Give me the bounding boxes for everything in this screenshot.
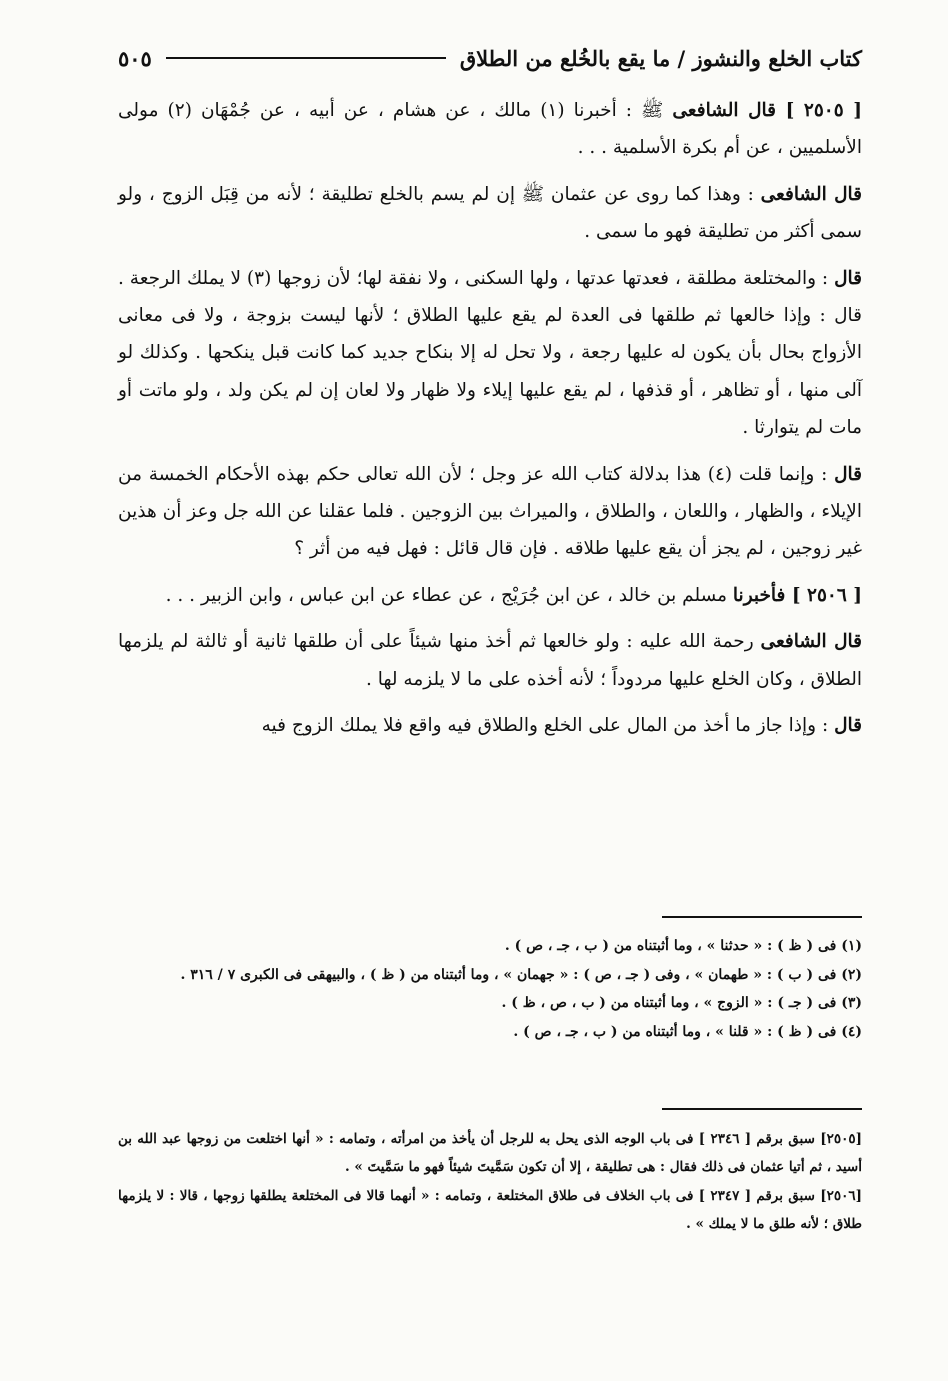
footnote: (١) فى ( ظ ) : « حدثنا » ، وما أثبتناه من ( ب ، جـ ، ص ) .: [504, 938, 862, 954]
paragraph-text: : وإنما قلت (٤) هذا بدلالة كتاب الله عز وجل ؛ لأن الله تعالى حكم بهذه الأحكام الخمسة من الإيلاء ، والظهار ، واللعان ، والطلاق ، والميراث بين الزوجين . فلما عقلنا عن الله جل وعز أن هذين غير زوجين ، لم يجز أن يقع عليها طلاقه . فإن قال قائل : فهل فيه من أثر ؟: [118, 463, 862, 560]
paragraph-text: مسلم بن خالد ، عن ابن جُرَيْج ، عن عطاء عن ابن عباس ، وابن الزبير . . .: [165, 584, 733, 606]
hadith-note-text: سبق برقم [ ٢٣٤٦ ] فى باب الوجه الذى يحل به للرجل أن يأخذ من امرأته ، وتمامه : « أنها اختلعت من زوجها عبد الله بن أسيد ، ثم أتيا عثمان فى ذلك فقال : هى تطليقة ، إلا أن تكون سَمَّيتَ شيئاً فهو ما سَمَّيتَ » .: [118, 1131, 862, 1175]
hadith-note-ref: [٢٥٠٦]: [820, 1188, 862, 1204]
header-rule: [166, 57, 446, 59]
paragraph-lead: قال: [834, 267, 863, 289]
hadith-note-ref: [٢٥٠٥]: [820, 1131, 862, 1147]
paragraph-text: : وهذا كما روى عن عثمان ﷺ إن لم يسم بالخلع تطليقة ؛ لأنه من قِبَل الزوج ، ولو سمى أكثر من تطليقة فهو ما سمى .: [118, 183, 862, 243]
paragraph-text: : والمختلعة مطلقة ، فعدتها عدتها ، ولها السكنى ، ولا نفقة لها؛ لأن زوجها (٣) لا يملك الرجعة . قال : وإذا خالعها ثم طلقها فى العدة لم يقع عليها الطلاق ؛ لأنها ليست بزوجة ، ولا فى معانى الأزواج بحال بأن يكون له عليها رجعة ، ولا تحل له إلا بنكاح جديد كما كانت قبل ينكحها . وكذلك لو آلى منها ، أو تظاهر ، أو قذفها ، لم يقع عليها إيلاء ولا ظهار ولا لعان إن لم يكن ولد ، ولو ماتت أو مات لم يتوارثا .: [118, 267, 862, 439]
paragraph: [118, 456, 862, 568]
paragraph-lead: [ ٢٥٠٥ ] قال الشافعى: [672, 100, 862, 121]
main-text: [118, 92, 862, 754]
footnote: (٤) فى ( ظ ) : « قلنا » ، وما أثبتناه من ( ب ، جـ ، ص ) .: [513, 1023, 862, 1040]
paragraph-lead: [ ٢٥٠٦ ] فأخبرنا: [732, 584, 862, 606]
page-header: [118, 38, 862, 78]
paragraph-lead: قال الشافعى: [760, 631, 862, 653]
running-title: كتاب الخلع والنشوز / ما يقع بالخُلع من الطلاق: [459, 45, 862, 71]
paragraph-lead: قال: [834, 463, 862, 485]
paragraph: [118, 176, 862, 251]
paragraph: [118, 92, 862, 167]
paragraph: [118, 707, 862, 744]
paragraph: [118, 623, 862, 698]
paragraph-text: ﷺ : أخبرنا (١) مالك ، عن هشام ، عن أبيه ، عن جُمْهَان (٢) مولى الأسلميين ، عن أم بكرة الأسلمية . . .: [118, 100, 862, 159]
paragraph-text: رحمة الله عليه : ولو خالعها ثم أخذ منها شيئاً على أن طلقها ثانية أو ثالثة لم يلزمها الطلاق ، وكان الخلع عليها مردوداً ؛ لأنه أخذه على ما لا يلزمه لها .: [118, 631, 862, 690]
page-number: ٥٠٥: [118, 45, 152, 71]
hadith-note: [118, 1183, 862, 1238]
footnotes: [118, 932, 862, 1046]
footnote: (٣) فى ( جـ ) : « الزوج » ، وما أثبتناه من ( ب ، ص ، ظ ) .: [501, 995, 862, 1011]
footnote-separator: [662, 916, 862, 918]
paragraph: [118, 260, 862, 447]
footnote: (٢) فى ( ب ) : « طهمان » ، وفى ( جـ ، ص ) : « جهمان » ، وما أثبتناه من ( ظ ) ، والبيهقى فى الكبرى ٧ / ٣١٦ .: [180, 966, 862, 983]
notes-separator: [662, 1108, 862, 1110]
hadith-note-text: سبق برقم [ ٢٣٤٧ ] فى باب الخلاف فى طلاق المختلعة ، وتمامه : « أنهما قالا فى المختلعة يطلقها زوجها ، قالا : لا يلزمها طلاق ؛ لأنه طلق ما لا يملك » .: [118, 1188, 862, 1232]
hadith-note: [118, 1126, 862, 1181]
paragraph-text: : وإذا جاز ما أخذ من المال على الخلع والطلاق فيه واقع فلا يملك الزوج فيه: [261, 715, 835, 737]
paragraph: [118, 577, 862, 614]
paragraph-lead: قال: [834, 715, 862, 737]
hadith-notes: [118, 1126, 862, 1240]
paragraph-lead: قال الشافعى: [760, 183, 863, 205]
